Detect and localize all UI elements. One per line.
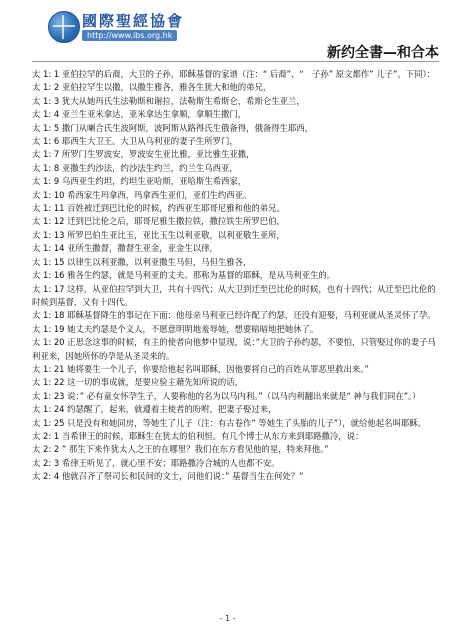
- verse-line: 太 2: 2 ” 那生下来作犹太人之王的在哪里？我们在东方看见他的星，特来拜他。”: [32, 444, 329, 455]
- verse-line: 太 1: 11 百姓被迁到巴比伦的时候，约西亚生耶哥尼雅和他的弟兄。: [32, 203, 285, 214]
- publisher-logo: [48, 8, 198, 52]
- verse-line: 太 2: 4 他就召齐了祭司长和民间的文士，问他们说：” 基督当生在何处？”: [32, 471, 304, 482]
- verse-line: 太 1: 23 说：” 必有童女怀孕生子，人要称他的名为以马内利。”（以马内利翻出来就是“ 神与我们同在”。）: [32, 390, 421, 401]
- verse-line: 太 1: 1 亚伯拉罕的后裔，大卫的子孙，耶稣基督的家谱（注：“ 后裔”、“ 子孙” 原文都作” 儿子”。下同）：: [32, 69, 436, 79]
- verse-line: 太 1: 20 正思念这事的时候，有主的使者向他梦中显现，说：”大卫的子孙约瑟，不要怕，只管娶过你的妻子马利亚来，因她所怀的孕是从圣灵来的。: [32, 337, 436, 361]
- verse-line: 太 2: 1 当希律王的时候，耶稣生在犹太的伯利恒。有几个博士从东方来到耶路撒冷，说：: [32, 430, 364, 441]
- book-title: 新约全書—和合本: [327, 45, 439, 61]
- verse-list: [32, 68, 439, 484]
- header-divider: [32, 61, 439, 62]
- page-number: - 1 -: [219, 614, 236, 623]
- verse-line: 太 1: 8 亚撒生约沙法，约沙法生约兰，约兰生乌西亚，: [32, 162, 238, 173]
- globe-logo-icon: [48, 11, 80, 43]
- publisher-name: 國際聖經協會: [82, 12, 185, 30]
- page-header: [0, 0, 455, 62]
- verse-line: 太 1: 14 亚所生撒督，撒督生亚金，亚金生以律，: [32, 243, 218, 254]
- verse-line: 太 1: 21 她将要生一个儿子，你要给他起名叫耶稣，因他要将自己的百姓从罪恶里救出来。”: [32, 363, 369, 374]
- verse-line: 太 1: 10 希西家生玛拿西，玛拿西生亚们，亚们生约西亚。: [32, 189, 252, 200]
- verse-line: 太 2: 3 希律王听见了，就心里不安；耶路撒冷合城的人也都不安。: [32, 457, 280, 468]
- verse-line: 太 1: 24 约瑟醒了，起来，就遵着主使者的吩咐，把妻子娶过来，: [32, 404, 277, 415]
- verse-line: 太 1: 19 她丈夫约瑟是个义人，不愿意明明地羞辱她，想要暗暗地把她休了。: [32, 323, 319, 334]
- verse-line: 太 1: 7 所罗门生罗波安，罗波安生亚比雅，亚比雅生亚撒，: [32, 149, 255, 160]
- verse-line: 太 1: 12 迁到巴比伦之后，耶哥尼雅生撒拉铁，撒拉铁生所罗巴伯，: [32, 216, 285, 227]
- verse-line: 太 1: 17 这样，从亚伯拉罕到大卫，共有十四代；从大卫到迁至巴比伦的时候，也有十四代；从迁至巴比伦的时候到基督，又有十四代。: [32, 283, 436, 307]
- verse-line: 太 1: 22 这一切的事成就，是要应验主藉先知所说的话，: [32, 377, 244, 388]
- verse-line: 太 1: 9 乌西亚生约坦，约坦生亚哈斯，亚哈斯生希西家，: [32, 176, 247, 187]
- verse-line: 太 1: 3 犹大从她玛氏生法勒斯和谢拉，法勒斯生希斯仑，希斯仑生亚兰，: [32, 95, 305, 106]
- verse-line: 太 1: 16 雅各生约瑟，就是马利亚的丈夫。那称为基督的耶稣，是从马利亚生的。: [32, 270, 336, 281]
- verse-line: 太 1: 6 耶西生大卫王。大卫从乌利亚的妻子生所罗门，: [32, 136, 238, 147]
- verse-line: 太 1: 4 亚兰生亚米拿达，亚米拿达生拿顺，拿顺生撒门，: [32, 109, 247, 120]
- verse-line: 太 1: 2 亚伯拉罕生以撒，以撒生雅各，雅各生犹大和他的弟兄，: [32, 82, 272, 93]
- verse-line: 太 1: 13 所罗巴伯生亚比玉，亚比玉生以利亚敬，以利亚敬生亚所，: [32, 229, 285, 240]
- verse-line: 太 1: 25 只是没有和她同房，等她生了儿子（注：有古卷作” 等她生了头胎的儿子”），就给他起名叫耶稣。: [32, 417, 427, 428]
- verse-line: 太 1: 5 撒门从喇合氏生波阿斯，波阿斯从路得氏生俄备得，俄备得生耶西，: [32, 122, 314, 133]
- verse-line: 太 1: 15 以律生以利亚撒，以利亚撒生马但，马但生雅各，: [32, 256, 252, 267]
- verse-line: 太 1: 18 耶稣基督降生的事记在下面：他母亲马利亚已经许配了约瑟，还没有迎娶，马利亚就从圣灵怀了孕。: [32, 310, 436, 321]
- publisher-url: http://www.ibs.org.hk: [82, 30, 177, 41]
